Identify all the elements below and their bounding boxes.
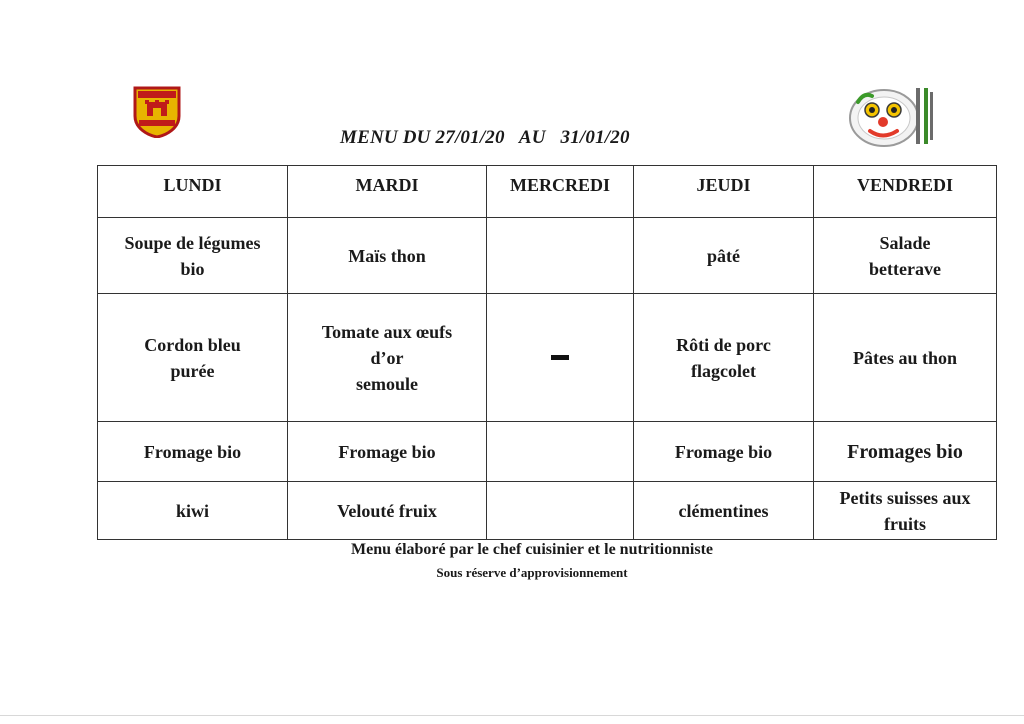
menu-cell-mercredi-4 bbox=[486, 481, 634, 540]
menu-cell-lundi-2: Cordon bleu purée bbox=[97, 293, 288, 422]
day-header-mardi: MARDI bbox=[287, 165, 487, 218]
menu-cell-mercredi-2 bbox=[486, 293, 634, 422]
menu-cell-mardi-1: Maïs thon bbox=[287, 217, 487, 294]
menu-cell-jeudi-4: clémentines bbox=[633, 481, 814, 540]
day-header-vendredi: VENDREDI bbox=[813, 165, 997, 218]
menu-cell-vendredi-2: Pâtes au thon bbox=[813, 293, 997, 422]
scan-edge-line bbox=[0, 715, 1024, 716]
weekly-menu-table bbox=[97, 165, 996, 539]
footer-note: Menu élaboré par le chef cuisinier et le nutritionniste bbox=[350, 541, 714, 558]
menu-cell-mercredi-3 bbox=[486, 421, 634, 482]
menu-cell-lundi-4: kiwi bbox=[97, 481, 288, 540]
commune-crest-logo bbox=[133, 86, 181, 138]
menu-cell-mardi-2: Tomate aux œufs d’or semoule bbox=[287, 293, 487, 422]
menu-title: MENU DU 27/01/20 AU 31/01/20 bbox=[340, 127, 630, 148]
menu-cell-vendredi-3: Fromages bio bbox=[813, 421, 997, 482]
menu-cell-jeudi-3: Fromage bio bbox=[633, 421, 814, 482]
menu-cell-vendredi-4: Petits suisses aux fruits bbox=[813, 481, 997, 540]
no-service-dash bbox=[551, 355, 569, 360]
menu-cell-jeudi-1: pâté bbox=[633, 217, 814, 294]
menu-cell-mardi-4: Velouté fruix bbox=[287, 481, 487, 540]
food-face-illustration bbox=[842, 82, 938, 150]
menu-cell-jeudi-2: Rôti de porc flagcolet bbox=[633, 293, 814, 422]
day-header-lundi: LUNDI bbox=[97, 165, 288, 218]
day-header-mercredi: MERCREDI bbox=[486, 165, 634, 218]
menu-cell-lundi-3: Fromage bio bbox=[97, 421, 288, 482]
day-header-jeudi: JEUDI bbox=[633, 165, 814, 218]
menu-cell-mardi-3: Fromage bio bbox=[287, 421, 487, 482]
footer-reserve-note: Sous réserve d’approvisionnement bbox=[436, 565, 628, 580]
menu-cell-vendredi-1: Salade betterave bbox=[813, 217, 997, 294]
menu-cell-mercredi-1 bbox=[486, 217, 634, 294]
menu-cell-lundi-1: Soupe de légumes bio bbox=[97, 217, 288, 294]
